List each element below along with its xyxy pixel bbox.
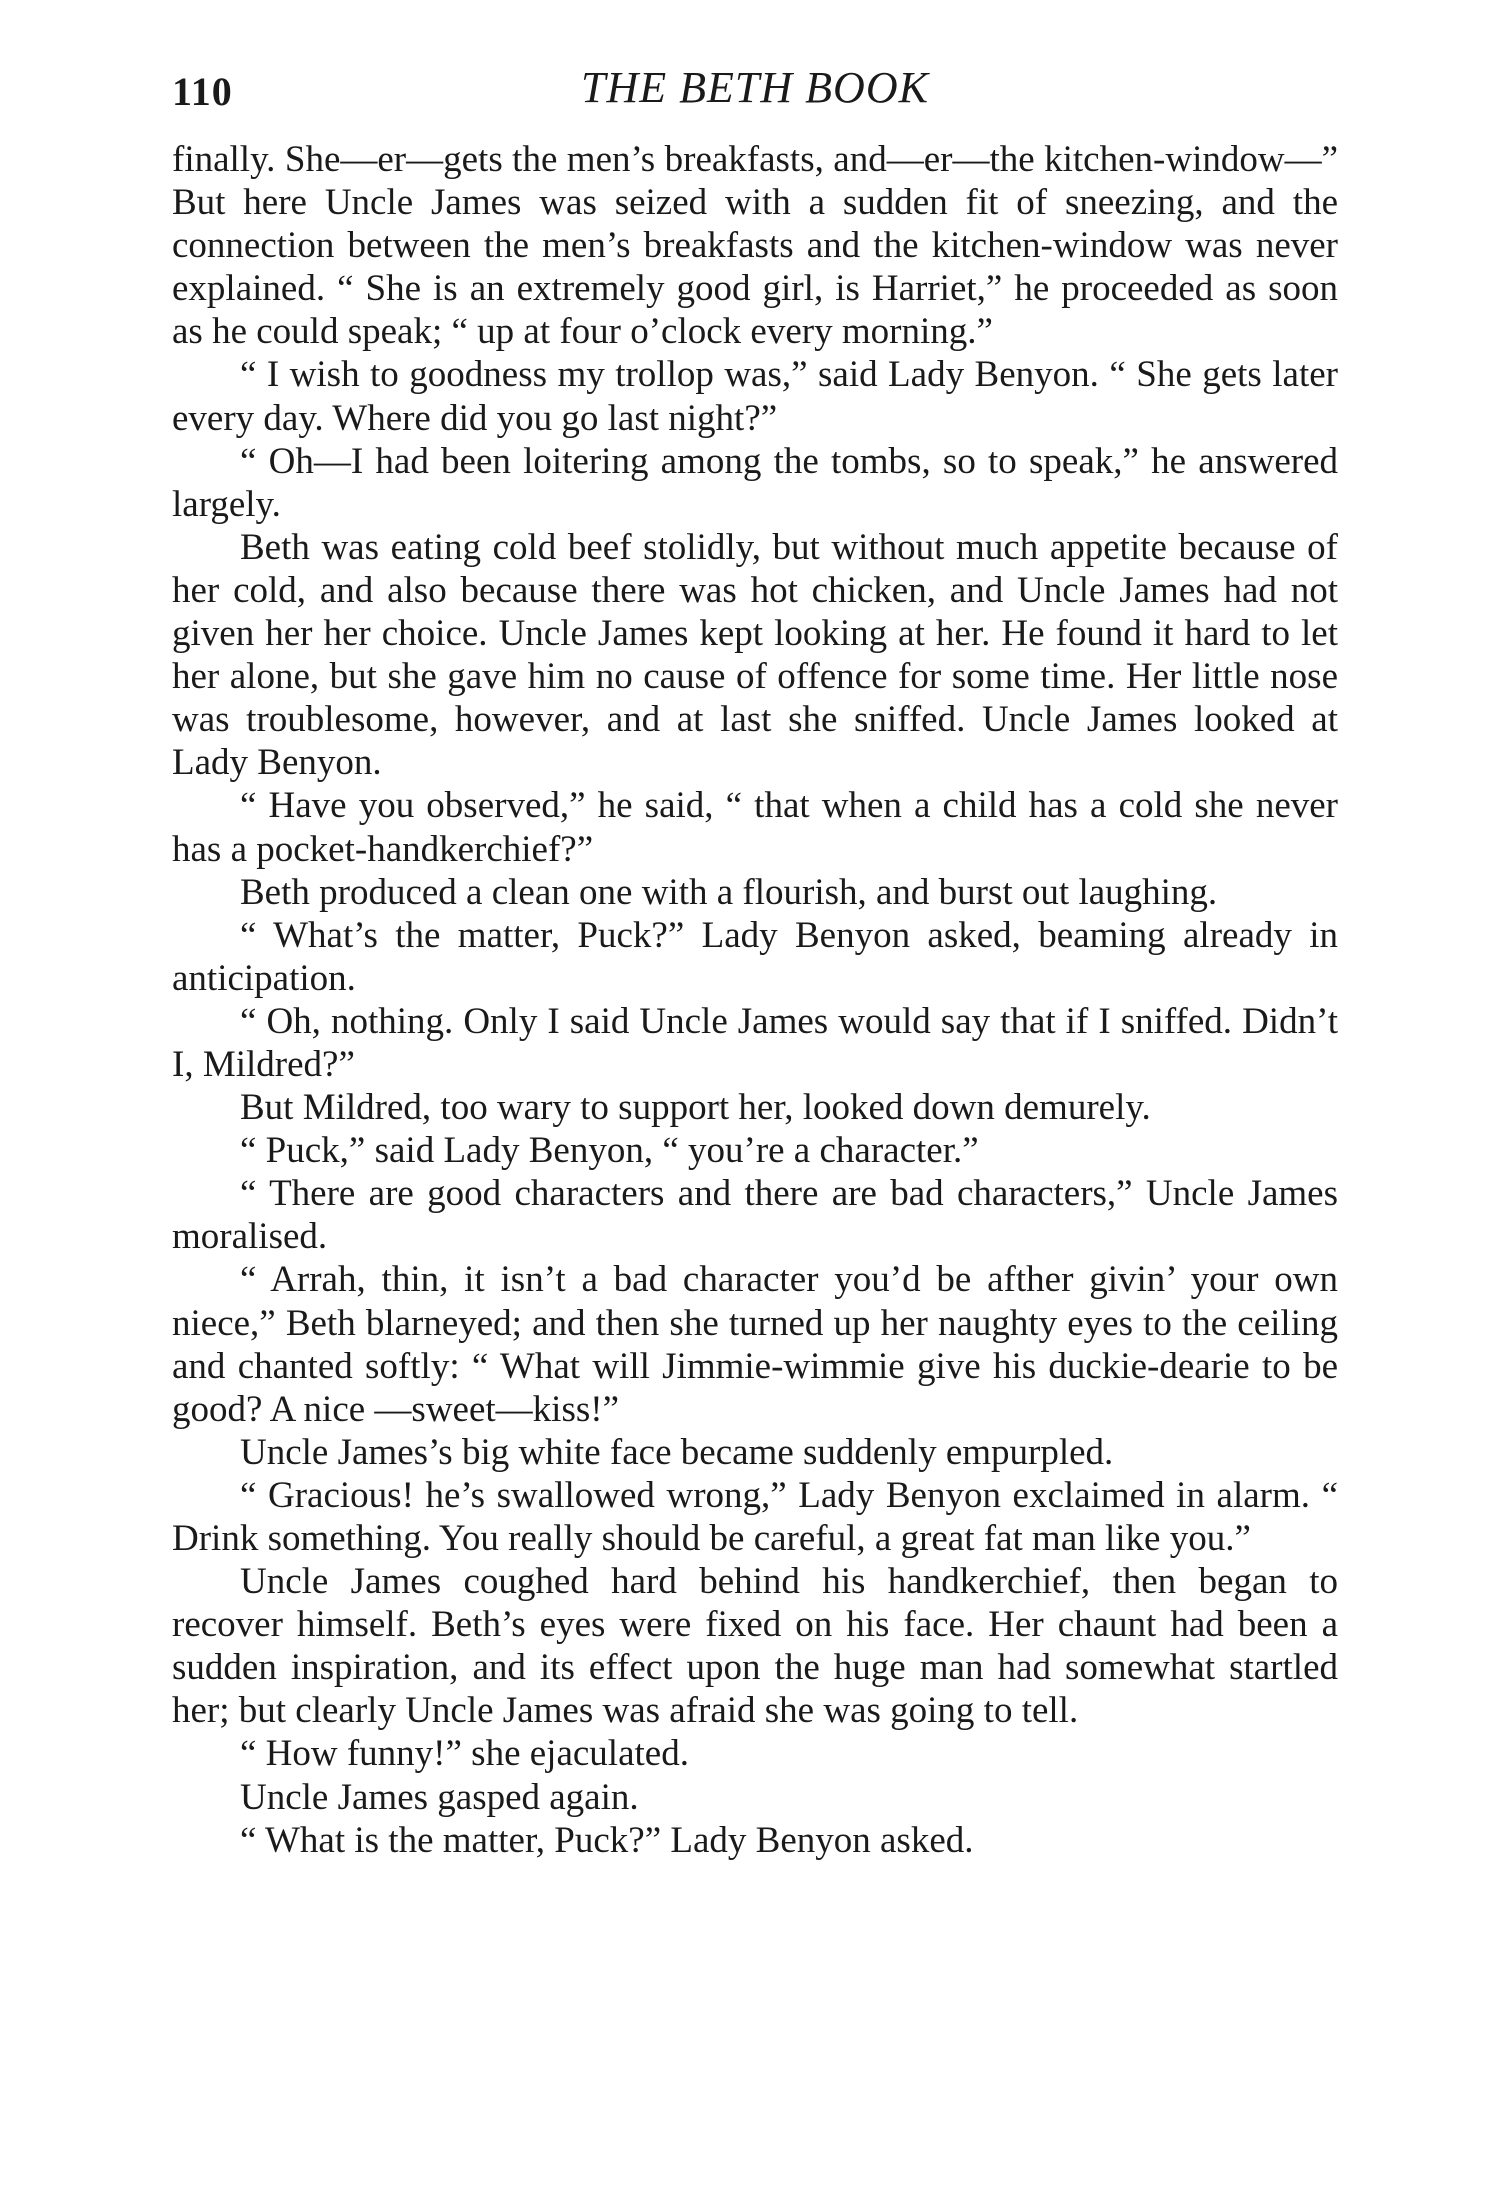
running-title: THE BETH BOOK — [581, 63, 929, 112]
paragraph: Uncle James’s big white face became suddenly empurpled. — [240, 1431, 1114, 1473]
paragraph: “ I wish to goodness my trollop was,” said Lady Benyon. “ She gets later every day. Where did you go last night?” — [172, 354, 1338, 439]
paragraph: “ Have you observed,” he said, “ that when a child has a cold she never has a pocket-handkerchief?” — [172, 785, 1338, 870]
page-header — [172, 62, 1338, 122]
paragraph: “ Oh, nothing. Only I said Uncle James would say that if I sniffed. Didn’t I, Mildred?” — [172, 1000, 1338, 1085]
paragraph: finally. She—er—gets the men’s breakfasts, and—er—the kitchen-window—” But here Uncle James was seized with a sudden fit of sneezing, and the connection between the men’s breakfasts and the kitchen-window was never explained. “ She is an extremely good girl, is Harriet,” he proceeded as soon as he could speak; “ up at four o’clock every morning.” — [172, 139, 1338, 353]
paragraph: “ What’s the matter, Puck?” Lady Benyon asked, beaming already in anticipation. — [172, 914, 1338, 999]
paragraph: Beth produced a clean one with a flourish, and burst out laughing. — [240, 871, 1218, 913]
page-number: 110 — [172, 69, 233, 114]
paragraph: “ How funny!” she ejaculated. — [240, 1733, 689, 1775]
paragraph: “ Puck,” said Lady Benyon, “ you’re a character.” — [240, 1130, 979, 1172]
paragraph: But Mildred, too wary to support her, looked down demurely. — [240, 1087, 1151, 1129]
body-text — [172, 138, 1338, 1862]
paragraph: Beth was eating cold beef stolidly, but without much appetite because of her cold, and also because there was hot chicken, and Uncle James had not given her her choice. Uncle James kept looking at her. He found it hard to let her alone, but she gave him no cause of offence for some time. Her little nose was troublesome, however, and at last she sniffed. Uncle James looked at Lady Benyon. — [172, 526, 1338, 784]
paragraph: “ Oh—I had been loitering among the tombs, so to speak,” he answered largely. — [172, 440, 1338, 525]
paragraph: “ Gracious! he’s swallowed wrong,” Lady Benyon exclaimed in alarm. “ Drink something. You really should be careful, a great fat man like you.” — [172, 1474, 1338, 1559]
paragraph: Uncle James coughed hard behind his handkerchief, then began to recover himself. Beth’s eyes were fixed on his face. Her chaunt had been a sudden inspiration, and its effect upon the huge man had somewhat startled her; but clearly Uncle James was afraid she was going to tell. — [172, 1561, 1338, 1732]
paragraph: “ What is the matter, Puck?” Lady Benyon asked. — [240, 1819, 974, 1861]
paragraph: Uncle James gasped again. — [240, 1776, 639, 1818]
paragraph: “ Arrah, thin, it isn’t a bad character you’d be afther givin’ your own niece,” Beth blarneyed; and then she turned up her naughty eyes to the ceiling and chanted softly: “ What will Jimmie-wimmie give his duckie-dearie to be good? A nice —sweet—kiss!” — [172, 1259, 1338, 1430]
paragraph: “ There are good characters and there are bad characters,” Uncle James moralised. — [172, 1173, 1338, 1258]
